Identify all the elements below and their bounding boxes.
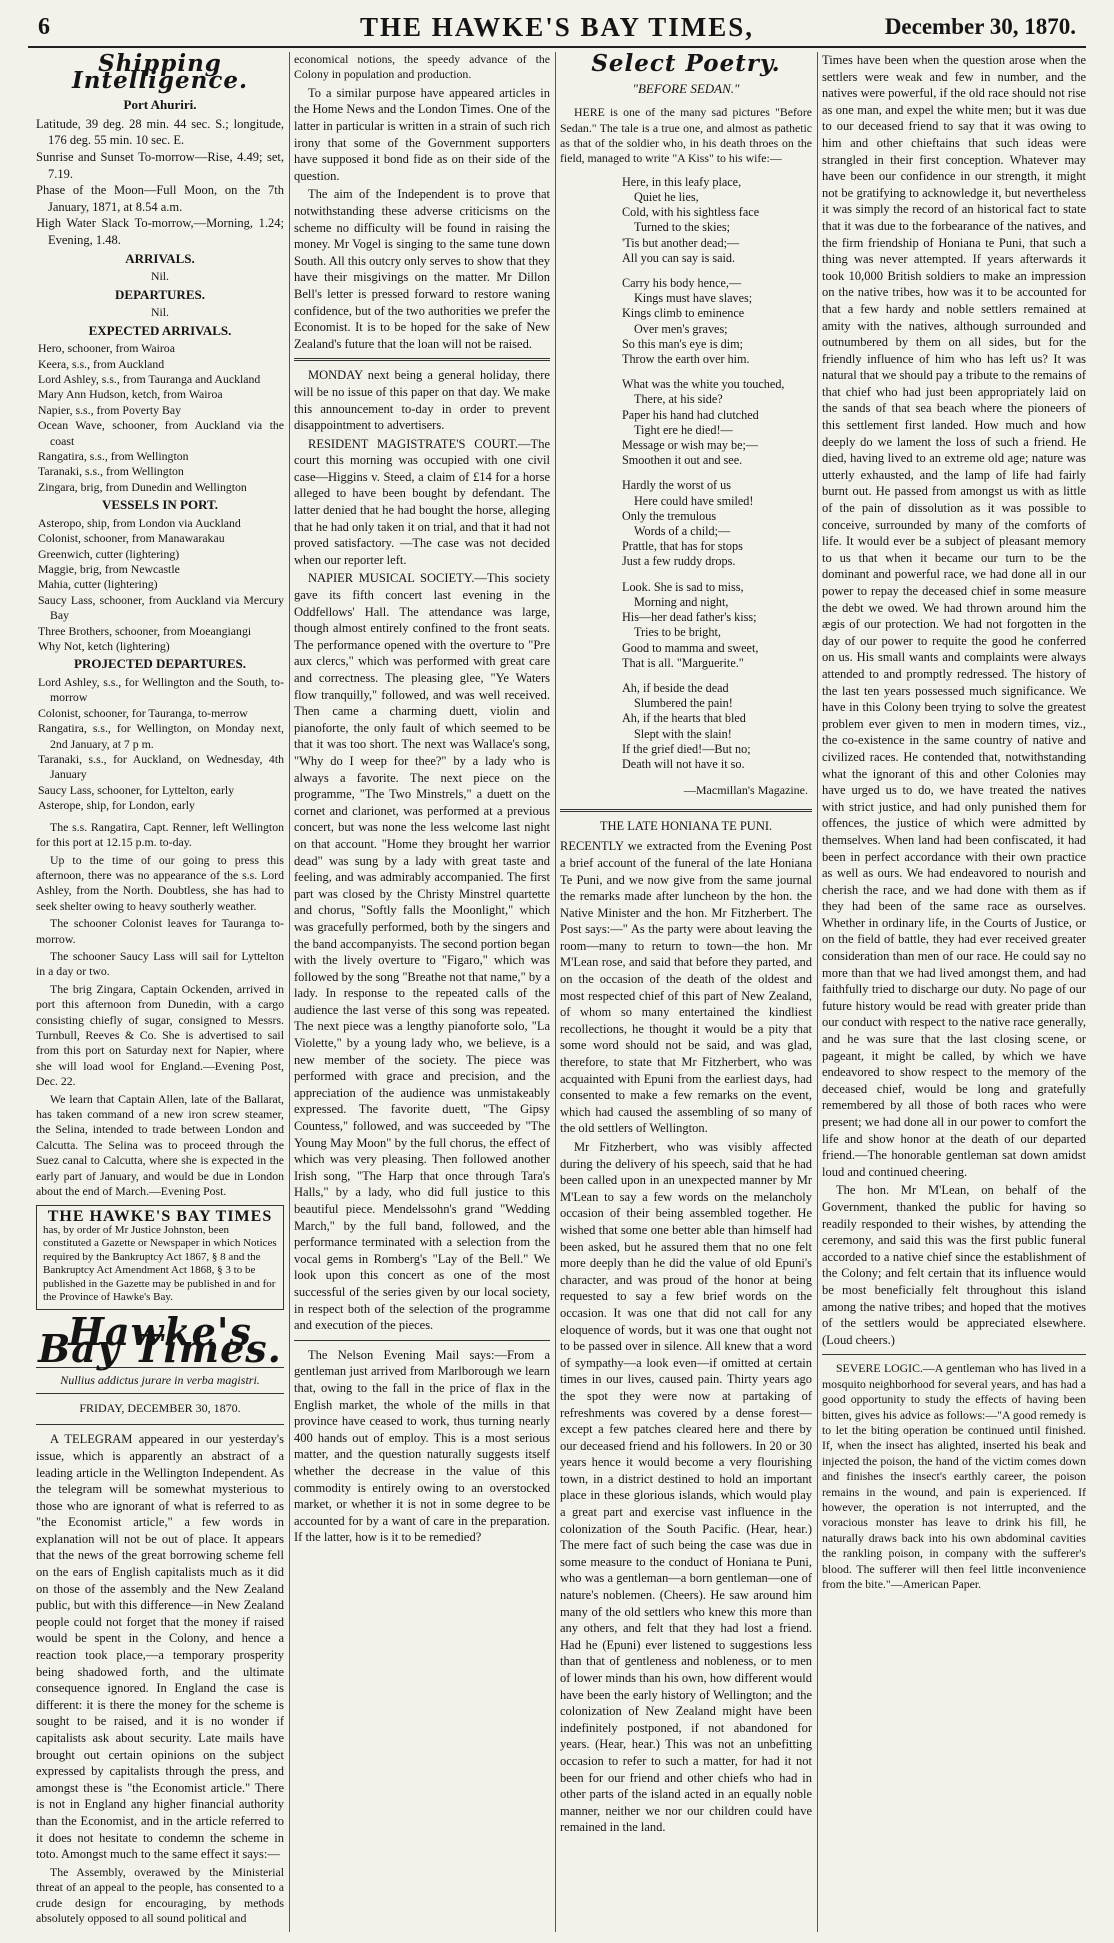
- poem-line: Here could have smiled!: [634, 493, 754, 508]
- page-number: 6: [38, 14, 50, 40]
- list-item: Ocean Wave, schooner, from Auckland via the coast: [38, 418, 284, 448]
- editorial-date: FRIDAY, DECEMBER 30, 1870.: [79, 1400, 241, 1415]
- vessels-in-port-list: [36, 516, 284, 655]
- column-rule: [289, 52, 290, 1932]
- poem-line: Message or wish may be;—: [622, 438, 759, 453]
- poem-line: All you can say is said.: [622, 250, 736, 265]
- poem-stanza: [560, 175, 812, 266]
- list-item: Three Brothers, schooner, from Moeangiangi: [38, 623, 252, 638]
- list-item: Asterope, ship, for London, early: [38, 798, 195, 813]
- column-rule: [555, 52, 556, 1932]
- list-item: Maggie, brig, from Newcastle: [38, 562, 180, 576]
- poem-stanza: [560, 478, 812, 569]
- list-item: Napier, s.s., from Poverty Bay: [38, 402, 182, 417]
- nelson-mail-report: The Nelson Evening Mail says:—From a gentleman just arrived from Marlborough we learn that, owing to the fall in the price of flax in the English market, the whole of the mills in that province have ceased to work, thus turning nearly 400 hands out of employ. This is a most serious matter, and the question naturally suggests itself whether the decrease in the value of this commodity is entirely owing to an overstocked market, or whether it is not in some degree to be accounted for by a want of care in the preparation. If the latter, how is it to be remedied?: [294, 1347, 550, 1545]
- list-item: Colonist, schooner, for Tauranga, to-merrow: [38, 705, 248, 720]
- poem-line: Hardly the worst of us: [622, 478, 731, 493]
- shipping-note: The brig Zingara, Captain Ockenden, arrived in port this afternoon from Dunedin, with a cargo consisting chiefly of sugar, consigned to Messrs. Turnbull, Reeves & Co. She is advertised to sail from this port on Saturday next for Napier, where she will load wool for England.—Evening Post, Dec. 22.: [36, 981, 284, 1089]
- shipping-note: The s.s. Rangatira, Capt. Renner, left Wellington for this port at 12.15 p.m. to-day.: [36, 819, 284, 850]
- poem-line: So this man's eye is dim;: [622, 336, 744, 351]
- list-item: Zingara, brig, from Dunedin and Wellington: [38, 479, 247, 494]
- poem-line: Kings climb to eminence: [622, 306, 745, 321]
- poem-stanza: [560, 580, 812, 671]
- poem-line: Just a few ruddy drops.: [622, 554, 736, 569]
- sunrise-sunset: Sunrise and Sunset To-morrow—Rise, 4.49; set, 7.19.: [36, 149, 284, 181]
- column-rule: [817, 52, 818, 1932]
- projected-departures-label: PROJECTED DEPARTURES.: [74, 656, 246, 672]
- list-item: Asteropo, ship, from London via Auckland: [38, 515, 241, 530]
- moon-phase: Phase of the Moon—Full Moon, on the 7th January, 1871, at 8.54 a.m.: [36, 183, 284, 214]
- musical-society-report: NAPIER MUSICAL SOCIETY.—This society gave its fifth concert last evening in the Oddfellows' Hall. The attendance was large, though almost entirely confined to the front seats. The performance opened with the overture to "Pre aux clercs," which was performed with great care and correctness. The pleasing glee, "Ye Waters flow tranquilly," followed, and was well received. Then came a charming duett, violin and pianoforte, the only fault of which seemed to be that it was too short. The next was Wallace's song, "Why do I weep for thee?" by a lady who is always a favorite. The next piece on the programme, "The Two Minstrels," a duett on the cornet and clarionet, was performed at a previous concert, but was none the less welcome last night on that account. "Home they brought her warrior dead" was sung by a lady with great taste and feeling, and was admirably accompanied. The first part was closed by the Christy Minstrel quartette and chorus, "Softly falls the Moonlight," which was gracefully performed, both by the singers and the band accompanyists. The second portion began with the lively overture to "Figaro," which was followed by the song "Breathe not that name," by a lady. In response to the repeated calls of the audience the last verse of this song was repeated. The next piece was a lengthy pianoforte solo, "La Violette," by a young lady who, we believe, is a new member of the society. The piece was performed with grace and precision, and the appreciation of the audience was unmistakeably expressed. The favorite duett, "The Gipsy Countess," followed, and was succeeded by "The Young May Moon" by the full chorus, the effect of which was very pleasing. Then followed another Irish song, "The Harp that once through Tara's Halls," by a lady, who did full justice to this beautiful piece. Mendelssohn's grand "Wedding March," by the full band, followed, and the performance terminated with a selection from the vocal gems in Romberg's "Lay of the Bell." We look upon this concert as one of the most successful of the series given by our local society, in respect both of the selection of the programme and execution of the pieces.: [294, 571, 550, 1333]
- departures-value: Nil.: [150, 305, 170, 320]
- honiana-heading: THE LATE HONIANA TE PUNI.: [599, 818, 773, 833]
- list-item: Greenwich, cutter (lightering): [38, 546, 180, 561]
- divider: [822, 1354, 1086, 1355]
- list-item: Lord Ashley, s.s., for Wellington and the South, to-morrow: [38, 675, 284, 705]
- poem-line: What was the white you touched,: [622, 377, 785, 392]
- issue-date: December 30, 1870.: [884, 14, 1076, 39]
- editorial-quote: The Assembly, overawed by the Ministerial threat of an appeal to the people, has consented to a crude design for encouraging, by methods absolutely opposed to all sound political and: [36, 1864, 284, 1925]
- arrivals-label: ARRIVALS.: [125, 250, 195, 266]
- poem-stanza: [560, 276, 812, 367]
- poetry-heading: Select Poetry.: [591, 52, 781, 77]
- poem-line: Ah, if beside the dead: [622, 680, 729, 695]
- poem-line: Words of a child;—: [634, 524, 731, 539]
- list-item: Lord Ashley, s.s., from Tauranga and Auckland: [38, 371, 261, 386]
- poem-line: Throw the earth over him.: [622, 352, 750, 367]
- expected-arrivals-label: EXPECTED ARRIVALS.: [88, 322, 232, 338]
- poem-stanza: [560, 681, 812, 772]
- poem-line: Slept with the slain!: [634, 726, 732, 741]
- list-item: Taranaki, s.s., for Auckland, on Wednesday, 4th January: [38, 752, 284, 782]
- high-water: High Water Slack To-morrow,—Morning, 1.24; Evening, 1.48.: [36, 216, 284, 247]
- newspaper-title: THE HAWKE'S BAY TIMES,: [359, 12, 755, 42]
- port-coordinates: Latitude, 39 deg. 28 min. 44 sec. S.; longitude, 176 deg. 55 min. 10 sec. E.: [36, 116, 284, 148]
- poem-line: Prattle, that has for stops: [622, 539, 743, 554]
- divider: [294, 358, 550, 361]
- poem-line: Over men's graves;: [634, 321, 728, 336]
- article-paragraph: To a similar purpose have appeared articles in the Home News and the London Times. One of the latter in particular is written in a strain of such rich irony that some of the Government supporters have supposed it bond fide as on their side of the question.: [294, 85, 550, 183]
- poem-line: Good to mamma and sweet,: [622, 640, 759, 655]
- poem-line: Death will not have it so.: [622, 756, 745, 771]
- article-paragraph: RECENTLY we extracted from the Evening Post a brief account of the funeral of the late Honiana Te Puni, and we now give from the same journal the remarks made after luncheon by the hon. the Native Minister and the hon. Mr Fitzherbert. The Post says:—" As the party were about leaving the room—many to return to town—the hon. Mr M'Lean rose, and said that before they parted, and on the occasion of the death of the oldest and most respected chief of this part of New Zealand, of whom so many entertained the kindliest recollections, he thought it would be a pity that some word should not be said, and was glad, therefore, to state that Mr Fitzherbert, who was acquainted with Epuni from the earliest days, had consented to make a few remarks on the event, which had caused the assembling of so many of the old settlers of Wellington.: [560, 839, 812, 1136]
- list-item: Mahia, cutter (lightering): [38, 577, 158, 592]
- editorial-flag: Hawke's Bay Times.: [38, 1308, 282, 1371]
- list-item: Saucy Lass, schooner, from Auckland via Mercury Bay: [38, 592, 284, 623]
- departures-label: DEPARTURES.: [115, 286, 205, 302]
- poem-line: Kings must have slaves;: [634, 291, 753, 306]
- editorial-motto: Nullius addictus jurare in verba magistri.: [36, 1367, 284, 1394]
- expected-arrivals-list: [36, 341, 284, 495]
- shipping-note: We learn that Captain Allen, late of the Ballarat, has taken command of a new iron screw steamer, the Selina, intended to trade between London and Calcutta. The Selina was to proceed through the Suez canal to Calcutta, where she is expected in the early part of January, and would be due in London about the end of March.—Evening Post.: [36, 1091, 284, 1199]
- masthead: [28, 6, 1086, 48]
- poem-line: Slumbered the pain!: [634, 696, 733, 711]
- projected-departures-list: [36, 675, 284, 814]
- list-item: Taranaki, s.s., from Wellington: [38, 464, 184, 479]
- poem-line: His—her dead father's kiss;: [622, 610, 757, 625]
- arrivals-value: Nil.: [150, 269, 170, 284]
- poem-line: Morning and night,: [634, 594, 729, 609]
- poem-line: Turned to the skies;: [634, 220, 731, 235]
- list-item: Mary Ann Hudson, ketch, from Wairoa: [38, 387, 223, 402]
- editorial-text: A TELEGRAM appeared in our yesterday's issue, which is apparently an abstract of a leading article in the Wellington Independent. As the telegram will be somewhat mysterious to those who are ignorant of what is referred to as "the Economist article," a few words in explanation will not be out of place. It appears that the news of the great borrowing scheme fell on the ears of English capitalists much as it did on those of the assembly and the New Zealand public, but with this difference—in New Zealand people could not forget that the money if raised would be spent in the Colony, and hence a reaction took place,—a temporary prosperity being shadowed forth, and the ultimate consequence ignored. In England the case is different: it is there the money for the scheme is sought to be raised, and it is no wonder if capitalists ask about security. Late mails have brought out certain opinions on the subject expressed by capitalists through the press, and amongst these is "the Economist article." There is not in England any higher financial authority than the Economist, and in the article referred to it does not hesitate to condemn the scheme in toto. Amongst much to the same effect it says:—: [36, 1432, 284, 1862]
- article-paragraph: The aim of the Independent is to prove that notwithstanding these adverse criticisms on the scheme no difficulty will be found in raising the money. Mr Vogel is singing to the same tune down South. All this outcry only serves to show that they have their misgivings on the matter. Mr Dillon Bell's letter is pressed forward to restore waning confidence, but of the two authorities we prefer the Economist. It is to be hoped for the sake of New Zealand's future that the loan will not be raised.: [294, 187, 550, 351]
- list-item: Keera, s.s., from Auckland: [38, 356, 165, 371]
- poem-line: Smoothen it out and see.: [622, 453, 743, 468]
- poem-intro: HERE is one of the many sad pictures "Before Sedan." The tale is a true one, and almost as pathetic as that of the soldier who, in his death throes on the field, managed to write "A Kiss" to his wife:—: [560, 105, 812, 166]
- article-paragraph: The hon. Mr M'Lean, on behalf of the Government, thanked the public for having so readily responded to their wishes, by attending the ceremony, and said this was the first public funeral accorded to a native chief since the establishment of the Colony; and felt certain that its influence would be most beneficially felt throughout this island among the native tribes; and hoped that the motives of the settlers would be appreciated elsewhere. (Loud cheers.): [822, 1183, 1086, 1347]
- shipping-note: The schooner Saucy Lass will sail for Lyttelton in a day or two.: [36, 948, 284, 979]
- poem-title: "BEFORE SEDAN.": [632, 80, 740, 96]
- poem-line: Carry his body hence,—: [622, 276, 742, 291]
- column-2: [294, 52, 550, 1932]
- poem-line: 'Tis but another dead;—: [622, 235, 740, 250]
- poem-line: Quiet he lies,: [634, 190, 699, 205]
- shipping-heading: Shipping Intelligence.: [71, 52, 249, 94]
- gazette-notice-box: [36, 1205, 284, 1310]
- divider: [560, 809, 812, 812]
- poem-line: There, at his side?: [634, 392, 723, 407]
- shipping-note: The schooner Colonist leaves for Tauranga to-morrow.: [36, 916, 284, 946]
- poem-line: Look. She is sad to miss,: [622, 579, 744, 594]
- shipping-notes: [36, 820, 284, 1200]
- shipping-note: Up to the time of our going to press this afternoon, there was no appearance of the s.s. Lord Ashley, from the North. Doubtless, she has had to seek shelter owing to heavy southerly weather.: [36, 852, 284, 913]
- poem-line: Only the tremulous: [622, 508, 717, 523]
- court-report: RESIDENT MAGISTRATE'S COURT.—The court this morning was occupied with one civil case—Higgins v. Steed, a claim of £14 for a horse alleged to have been bought by defendant. The latter denied that he had bought the horse, alleging that he had only taken it on trial, and that it had not proved satisfactory. —The case was not decided when our reporter left.: [294, 436, 550, 567]
- poem-line: Cold, with his sightless face: [622, 205, 760, 220]
- port-name: Port Ahuriri.: [123, 97, 197, 113]
- vessels-in-port-label: VESSELS IN PORT.: [102, 497, 218, 513]
- poem-line: Tight ere he died!—: [634, 422, 733, 437]
- article-paragraph: Mr Fitzherbert, who was visibly affected during the delivery of his speech, said that he had been called upon in an unexpected manner by Mr M'Lean to say a few words on the melancholy occasion of their being assembled together. He wished that some one better able than himself had been asked, but he assured them that no one felt more deeply than he did the value of old Epuni's character, and was proud of the honor at being requested to say a few brief words on the occasion. It was one that did not call for any eloquence of words, but it was one that ought not to be passed over in silence. All knew that a word of sympathy—a look even—if omitted at certain times in our lives, caused pain. Thirty years ago the spot they were now at partaking of refreshments was covered by a dense forest—except a few patches cleared here and there by our deceased friend and his followers. In 20 or 30 years hence it would become a very flourishing town, in a district destined to hold an important place in these glorious islands, which would play a great part and exercise vast influence in the colonization of the South Pacific. (Hear, hear.) The mere fact of such being the case was due in some measure to the conduct of Honiana te Puni, who was a gentleman—a born gentleman—one of nature's noblemen. (Cheers). He saw around him many of the old settlers who knew this more than any others, and felt that they had lost a friend. Had he (Epuni) ever listened to suggestions less than that of gentleness and nobleness, or to men of lower minds than his own, how different would have been the early history of Wellington; and the colonization of New Zealand might have been indefinitely postponed, if not abandoned for years. (Hear, hear.) This was not an unbefitting occasion to refer to such a matter, for had it not been for our friend and other chiefs who had in other parts of the island acted in an equally noble manner, neither we nor our children could have remained in the land.: [560, 1140, 812, 1835]
- notice-text: has, by order of Mr Justice Johnston, been constituted a Gazette or Newspaper in which Notices required by the Bankruptcy Act 1867, § 8 and the Bankruptcy Act Amendment Act 1868, § 3 to be published in the Gazette may be published in and for the Province of Hawke's Bay.: [43, 1223, 277, 1304]
- list-item: Hero, schooner, from Wairoa: [38, 341, 175, 356]
- notice-title: THE HAWKE'S BAY TIMES: [47, 1208, 273, 1226]
- poem-line: That is all. "Marguerite.": [622, 655, 744, 670]
- column-1: [36, 52, 284, 1932]
- poem-stanza: [560, 377, 812, 468]
- list-item: Rangatira, s.s., for Wellington, on Monday next, 2nd January, at 7 p m.: [38, 721, 284, 751]
- column-4: [822, 52, 1086, 1932]
- holiday-notice: MONDAY next being a general holiday, there will be no issue of this paper on that day. We make this announcement to-day in order to prevent disappointment to advertisers.: [294, 368, 550, 433]
- list-item: Rangatira, s.s., from Wellington: [38, 448, 189, 463]
- divider: [36, 1424, 284, 1425]
- poem-credit: —Macmillan's Magazine.: [683, 783, 808, 798]
- article-paragraph: economical notions, the speedy advance of the Colony in population and production.: [294, 52, 550, 82]
- poem-line: Paper his hand had clutched: [622, 407, 759, 422]
- poem-line: Tries to be bright,: [634, 625, 721, 640]
- article-paragraph: Times have been when the question arose when the settlers were weak and few in number, and the natives were powerful, if the old race should not rise as one man, and expel the white men; but it was due to our deceased friend to say that it was owing to him and other chieftains that such ideas were strangled in their first conception. Whatever may have been our confidence in our strength, it might not be gratifying to acknowledge it, but nevertheless it was simply the record of an historical fact to state that it was due to the forbearance of the natives, and the firm friendship of Honiana te Puni, that such a thing was never attempted. If years afterwards it took 10,000 British soldiers to make an impression on the native tribes, how was it to be accounted for that a few hardy and noble settlers remained at amity with the natives, although surrounded and outnumbered by them on all sides, but for the friendly influence of him who has left us? It was natural that we should pay a tribute to the remains of that chief who had just been appropriately laid on the sands of that sea beach where the pioneers of this settlement first landed. How much and how deeply do we lament the loss of such a friend. He died, having lived to an extreme old age; nature was utterly exhausted, and the lamp of life had fairly burnt out. He passed from amongst us with as little of the pain of dissolution as it was possible to conceive, surrounded by many of the comforts of life. It would ever be a subject of pleasant memory to us that when it became our turn to be the dominant and powerful race, we had done all in our power to repay the deceased chief in some measure the debt we owed. We had thrown around him the ægis of our protection. We had not forgotten in the day of our power to requite the good he conferred on us. His small wants and complaints were always attended to and promptly redressed. The history of the last ten years possessed much significance. We have in this Colony been trying to solve the greatest problem ever given to men in modern times, viz., the co-existence in the same country of native and civilized races. He contended that, notwithstanding what the ignorant of this and other Colonies may have urged us to do, we have treated the natives with strict justice, and had only punished them for offences, the justice of which were admitted by themselves. When land had been confiscated, it had been in perfect accordance with their own practice as well as ours. We had endeavored to nourish and cherish the race, and we had done with them as if they had been of the same race as ourselves. Whether in ordinary life, in the Courts of Justice, or on the field of battle, they had ever received greater consideration than men of our race. He could say no more than that we had lived amongst them, and had faithfully tried to discharge our duty. No page of our future history would be read with greater pride than our conduct with respect to the native race generally, and he was sure that the last closing scene, or pageant, it might be called, by which we have endeavored to show respect to the memory of the deceased chief, would be long and gratefully remembered by all those of both races who were present; we had done all in our power to comfort the life and show honor at the death of our departed friend.—The honorable gentleman sat down amidst loud and continued cheering.: [822, 53, 1086, 1179]
- divider: [294, 1340, 550, 1341]
- poem-line: Here, in this leafy place,: [622, 174, 742, 189]
- column-3: [560, 52, 812, 1932]
- poem-line: Ah, if the hearts that bled: [622, 711, 746, 726]
- severe-logic-item: SEVERE LOGIC.—A gentleman who has lived in a mosquito neighborhood for several years, and has had a good opportunity to study the effects of having been bitten, gives his advice as follows:—"A good remedy is to let the biting operation be continued until finished. If, when the insect has alighted, inserted his beak and injected the poison, the hand of the victim comes down and finishes the insect's earthly career, the poison remains in the wound, and pain is experienced. If however, the operation is not interrupted, and the voracious monster has leave to drink his fill, he naturally draws back into his own abdominal cavities the rankling poison, in company with the sufferer's blood. The sufferer will then feel little inconvenience from the bite."—American Paper.: [822, 1361, 1086, 1591]
- list-item: Why Not, ketch (lightering): [38, 639, 170, 654]
- list-item: Saucy Lass, schooner, for Lyttelton, early: [38, 782, 235, 797]
- list-item: Colonist, schooner, from Manawarakau: [38, 531, 225, 546]
- poem-line: If the grief died!—But no;: [622, 741, 751, 756]
